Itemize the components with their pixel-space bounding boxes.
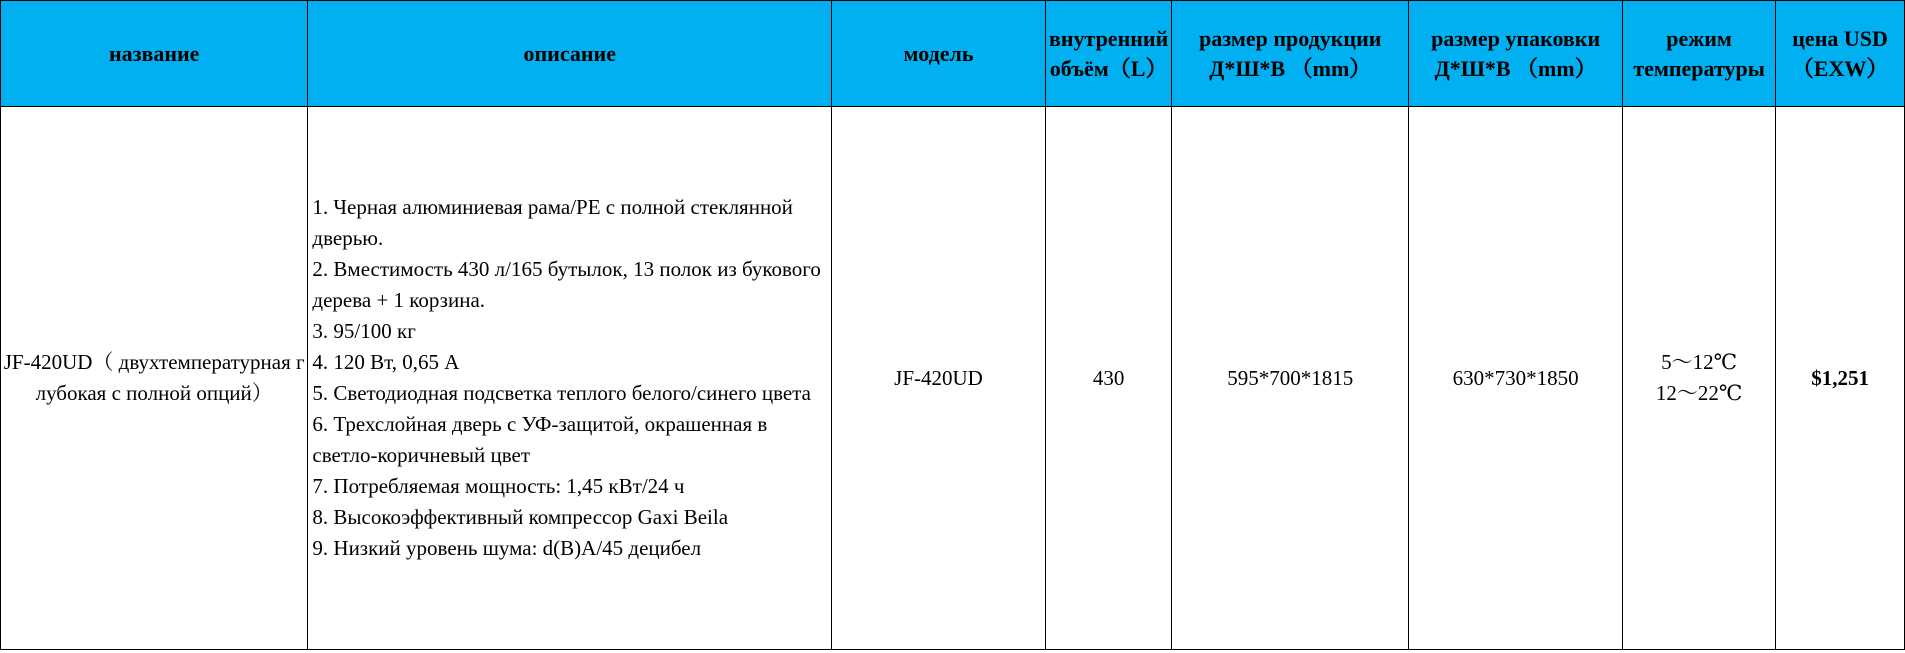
header-temperature: режим температуры (1623, 1, 1776, 107)
header-package-size: размер упаковки Д*Ш*В （mm） (1409, 1, 1623, 107)
cell-price: $1,251 (1776, 107, 1905, 650)
description-item: 2. Вместимость 430 л/165 бутылок, 13 полок из букового дерева + 1 корзина. (312, 257, 821, 312)
cell-product-size: 595*700*1815 (1172, 107, 1409, 650)
description-item: 3. 95/100 кг (312, 319, 416, 343)
header-product-size: размер продукции Д*Ш*В （mm） (1172, 1, 1409, 107)
description-item: 5. Светодиодная подсветка теплого белого/синего цвета (312, 381, 811, 405)
table-row (1, 107, 1905, 650)
description-item: 6. Трехслойная дверь с УФ-защитой, окрашенная в светло-коричневый цвет (312, 412, 768, 467)
cell-package-size: 630*730*1850 (1409, 107, 1623, 650)
description-list (308, 192, 831, 564)
temperature-range: 12～22℃ (1655, 381, 1743, 405)
header-model: модель (832, 1, 1046, 107)
cell-name: JF-420UD（ двухтемпературная глубокая с полной опций） (1, 107, 308, 650)
description-item: 1. Черная алюминиевая рама/PE с полной стеклянной дверью. (312, 195, 793, 250)
description-item: 8. Высокоэффективный компрессор Gaxi Beila (312, 505, 729, 529)
header-name: название (1, 1, 308, 107)
header-row (1, 1, 1905, 107)
cell-volume: 430 (1045, 107, 1171, 650)
header-description: описание (308, 1, 832, 107)
description-item: 9. Низкий уровень шума: d(B)A/45 децибел (312, 536, 702, 560)
cell-description (308, 107, 832, 650)
description-item: 4. 120 Вт, 0,65 А (312, 350, 460, 374)
cell-temperature (1623, 107, 1776, 650)
cell-model: JF-420UD (832, 107, 1046, 650)
header-volume: внутренний объём（L） (1045, 1, 1171, 107)
temperature-range: 5～12℃ (1661, 350, 1738, 374)
description-item: 7. Потребляемая мощность: 1,45 кВт/24 ч (312, 474, 685, 498)
header-price: цена USD（EXW） (1776, 1, 1905, 107)
